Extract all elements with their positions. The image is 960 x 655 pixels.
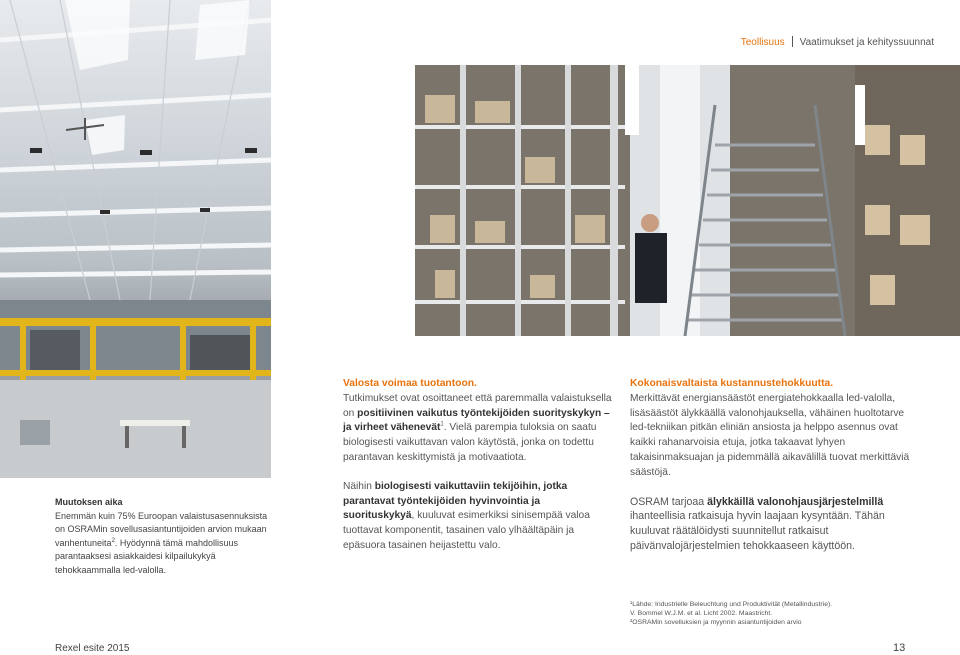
caption-text: Enemmän kuin 75% Euroopan valaistusasennuksista on OSRAMin sovellusasiantuntijoiden arvion mukaan vanhentuneita$^2$. Hyödynnä tämä mahdollisuus parantaaksesi asiakkaidesi kilpailukykyä tehokkaammalla led-valolla. [55, 510, 268, 575]
warehouse-photo [415, 65, 960, 336]
article-column-cost-efficiency [630, 377, 915, 568]
page-header [741, 36, 934, 48]
caption-title: Muutoksen aika [55, 497, 123, 507]
footnotes [630, 600, 930, 627]
footer-brand: Rexel esite 2015 [55, 643, 130, 654]
page-number: 13 [893, 642, 906, 654]
header-divider [792, 36, 793, 47]
article-column-productivity [343, 377, 613, 568]
footnote-ref: 1 [440, 422, 444, 428]
footnote-1-cont: V. Bommel W.J.M. et al. Licht 2002. Maastricht. [630, 610, 773, 617]
paragraph-savings: Merkittävät energiansäästöt energiatehokkaalla led-valolla, lisäsäästöt älykkäällä valonohjauksella, vähäinen huoltotarve led-tekniikan pitkän eliniän ansiosta ja helppo asennus ovat kaikki rahanarvoisia etuja, jotka takaavat lyhyen takaisinmaksuajan ja pidemmällä aikavälillä tuovat merkittäviä säästöjä. [630, 392, 910, 478]
paragraph-osram: OSRAM tarjoaa älykkäillä valonohjausjärjestelmillä ihanteellisia ratkaisuja hyvin laajaan kysyntään. Tähän kuuluvat räätälöidysti suunnitellut ratkaisut päivänvalojärjestelmien tehokkaaseen käyttöön. [630, 495, 885, 552]
footnote-1: ¹Lähde: Industrielle Beleuchtung und Produktivität (Metallindustrie). [630, 601, 833, 608]
section-subtitle: Vaatimukset ja kehityssuunnat [799, 37, 934, 48]
paragraph-research: Tutkimukset ovat osoittaneet että paremmalla valaistuksella on positiivinen vaikutus työntekijöiden suorityskykyn – ja virheet vähenevät$^1$. Vielä parempia tuloksia on saatu biologisesti vaikuttavan valon käytöstä, jonka on todettu parantavan keskittymistä ja motivaatiota. [343, 392, 612, 463]
heading-cost-efficiency: Kokonaisvaltaista kustannustehokkuutta. [630, 378, 834, 389]
footnote-ref: 2 [111, 537, 115, 544]
heading-productivity: Valosta voimaa tuotantoon. [343, 378, 477, 389]
industrial-hall-photo [0, 0, 271, 478]
photo-caption [55, 496, 275, 578]
paragraph-biological-factors: Näihin biologisesti vaikuttaviin tekijöihin, jotka parantavat työntekijöiden hyvinvointia ja suorituskykyä, kuuluvat esimerkiksi sinisempää valoa tuottavat komponentit, tasainen valo ylhäältäpäin ja epäsuora tasainen heijastettu valo. [343, 480, 590, 551]
section-label: Teollisuus [740, 37, 785, 48]
footnote-2: ²OSRAMin sovelluksien ja myynnin asiantuntijoiden arvio [630, 619, 802, 626]
